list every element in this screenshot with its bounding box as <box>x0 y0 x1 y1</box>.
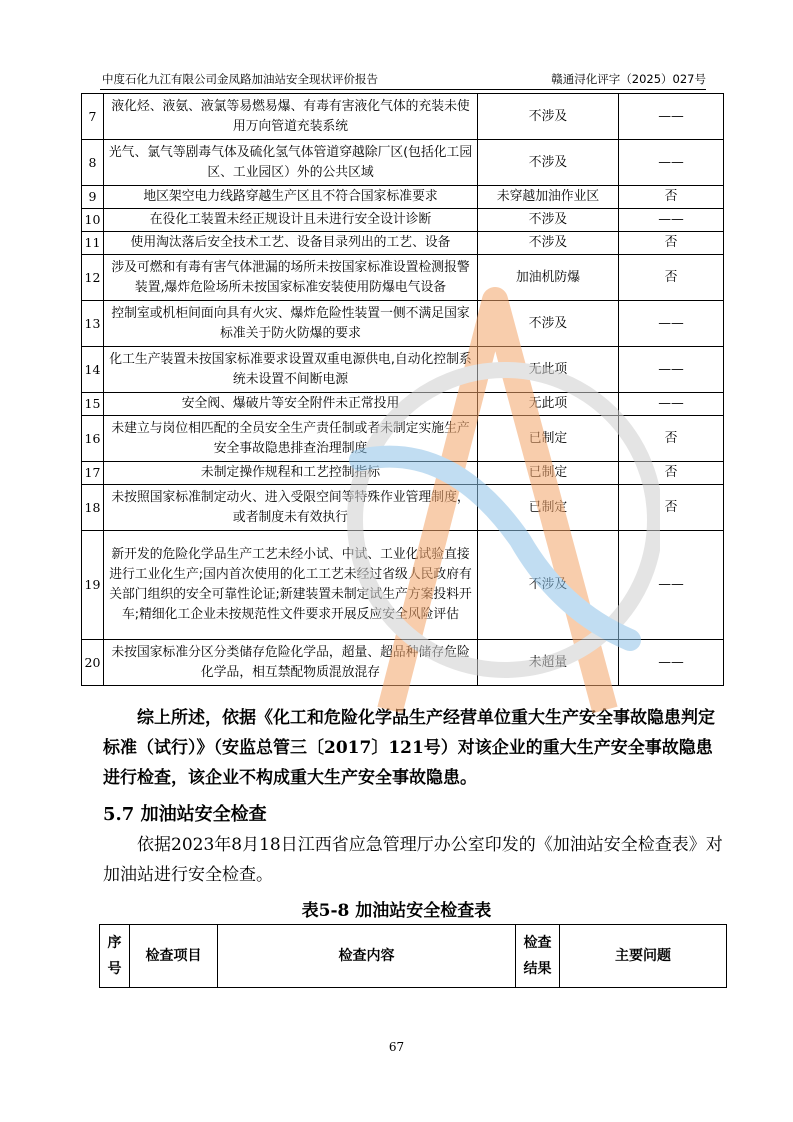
row-result: 否 <box>619 462 724 485</box>
table-header-row <box>100 925 727 988</box>
row-result: 否 <box>619 485 724 531</box>
table-row <box>82 140 724 186</box>
row-status: 已制定 <box>478 485 619 531</box>
conclusion-paragraph <box>103 703 723 793</box>
row-status: 已制定 <box>478 462 619 485</box>
table-row <box>82 94 724 140</box>
row-content: 控制室或机柜间面向具有火灾、爆炸危险性装置一侧不满足国家标准关于防火防爆的要求 <box>104 301 478 347</box>
table-row <box>82 485 724 531</box>
row-result: —— <box>619 94 724 140</box>
table-row <box>82 186 724 209</box>
row-result: —— <box>619 301 724 347</box>
row-result: 否 <box>619 232 724 255</box>
row-content: 未按国家标准分区分类储存危险化学品，超量、超品种储存危险化学品，相互禁配物质混放混存 <box>104 640 478 686</box>
row-content: 涉及可燃和有毒有害气体泄漏的场所未按国家标准设置检测报警装置,爆炸危险场所未按国家标准安装使用防爆电气设备 <box>104 255 478 301</box>
table-row <box>82 209 724 232</box>
table-row <box>82 232 724 255</box>
row-number: 18 <box>82 485 104 531</box>
row-number: 8 <box>82 140 104 186</box>
row-content: 未制定操作规程和工艺控制指标 <box>104 462 478 485</box>
row-status: 不涉及 <box>478 232 619 255</box>
row-number: 11 <box>82 232 104 255</box>
header-col-result: 检查结果 <box>516 925 560 988</box>
row-content: 未按照国家标准制定动火、进入受限空间等特殊作业管理制度，或者制度未有效执行 <box>104 485 478 531</box>
row-status: 无此项 <box>478 347 619 393</box>
row-status: 未超量 <box>478 640 619 686</box>
row-status: 已制定 <box>478 416 619 462</box>
row-content: 在役化工装置未经正规设计且未进行安全设计诊断 <box>104 209 478 232</box>
row-content: 未建立与岗位相匹配的全员安全生产责任制或者未制定实施生产安全事故隐患排查治理制度 <box>104 416 478 462</box>
row-result: 否 <box>619 186 724 209</box>
header-rule <box>100 89 706 90</box>
page-header <box>102 71 706 89</box>
row-number: 13 <box>82 301 104 347</box>
page-number: 67 <box>388 1040 405 1054</box>
row-status: 不涉及 <box>478 301 619 347</box>
header-report-title: 中度石化九江有限公司金凤路加油站安全现状评价报告 <box>102 72 378 86</box>
row-number: 19 <box>82 531 104 640</box>
table-row <box>82 462 724 485</box>
row-number: 10 <box>82 209 104 232</box>
row-status: 无此项 <box>478 393 619 416</box>
section-text: 依据2023年8月18日江西省应急管理厅办公室印发的《加油站安全检查表》对加油站进行安全检查。 <box>103 835 723 885</box>
table-row <box>82 347 724 393</box>
row-result: —— <box>619 140 724 186</box>
table-row <box>82 301 724 347</box>
row-status: 加油机防爆 <box>478 255 619 301</box>
table-row <box>82 416 724 462</box>
row-result: —— <box>619 640 724 686</box>
header-report-number: 赣通浔化评字（2025）027号 <box>551 72 706 86</box>
row-number: 14 <box>82 347 104 393</box>
row-content: 使用淘汰落后安全技术工艺、设备目录列出的工艺、设备 <box>104 232 478 255</box>
header-col-content: 检查内容 <box>218 925 516 988</box>
row-number: 9 <box>82 186 104 209</box>
table-caption: 表5-8 加油站安全检查表 <box>301 901 492 921</box>
row-number: 17 <box>82 462 104 485</box>
header-col-no: 序号 <box>100 925 130 988</box>
row-content: 光气、氯气等剧毒气体及硫化氢气体管道穿越除厂区(包括化工园区、工业园区）外的公共区域 <box>104 140 478 186</box>
row-status: 不涉及 <box>478 140 619 186</box>
row-content: 地区架空电力线路穿越生产区且不符合国家标准要求 <box>104 186 478 209</box>
row-status: 不涉及 <box>478 531 619 640</box>
header-col-issue: 主要问题 <box>560 925 727 988</box>
row-content: 化工生产装置未按国家标准要求设置双重电源供电,自动化控制系统未设置不间断电源 <box>104 347 478 393</box>
row-result: —— <box>619 531 724 640</box>
gas-station-check-table-header <box>99 924 727 988</box>
row-number: 7 <box>82 94 104 140</box>
table-row <box>82 531 724 640</box>
section-title: 5.7 加油站安全检查 <box>103 804 267 825</box>
accident-hazard-check-table <box>81 93 724 686</box>
row-result: —— <box>619 347 724 393</box>
row-content: 液化烃、液氨、液氯等易燃易爆、有毒有害液化气体的充装未使用万向管道充装系统 <box>104 94 478 140</box>
row-content: 新开发的危险化学品生产工艺未经小试、中试、工业化试验直接进行工业化生产;国内首次使用的化工工艺未经过省级人民政府有关部门组织的安全可靠性论证;新建装置未制定试生产方案投料开车;精细化工企业未按规范性文件要求开展反应安全风险评估 <box>104 531 478 640</box>
table-row <box>82 640 724 686</box>
table-row <box>82 255 724 301</box>
row-status: 不涉及 <box>478 94 619 140</box>
row-status: 未穿越加油作业区 <box>478 186 619 209</box>
row-status: 不涉及 <box>478 209 619 232</box>
table-row <box>82 393 724 416</box>
header-col-item: 检查项目 <box>130 925 218 988</box>
row-result: 否 <box>619 416 724 462</box>
row-number: 20 <box>82 640 104 686</box>
section-paragraph <box>103 830 723 890</box>
row-number: 12 <box>82 255 104 301</box>
row-result: —— <box>619 393 724 416</box>
conclusion-text: 综上所述，依据《化工和危险化学品生产经营单位重大生产安全事故隐患判定标准（试行）》（安监总管三〔2017〕121号）对该企业的重大生产安全事故隐患进行检查，该企业不构成重大生产安全事故隐患。 <box>103 708 715 788</box>
row-content: 安全阀、爆破片等安全附件未正常投用 <box>104 393 478 416</box>
row-result: —— <box>619 209 724 232</box>
row-result: 否 <box>619 255 724 301</box>
row-number: 16 <box>82 416 104 462</box>
row-number: 15 <box>82 393 104 416</box>
